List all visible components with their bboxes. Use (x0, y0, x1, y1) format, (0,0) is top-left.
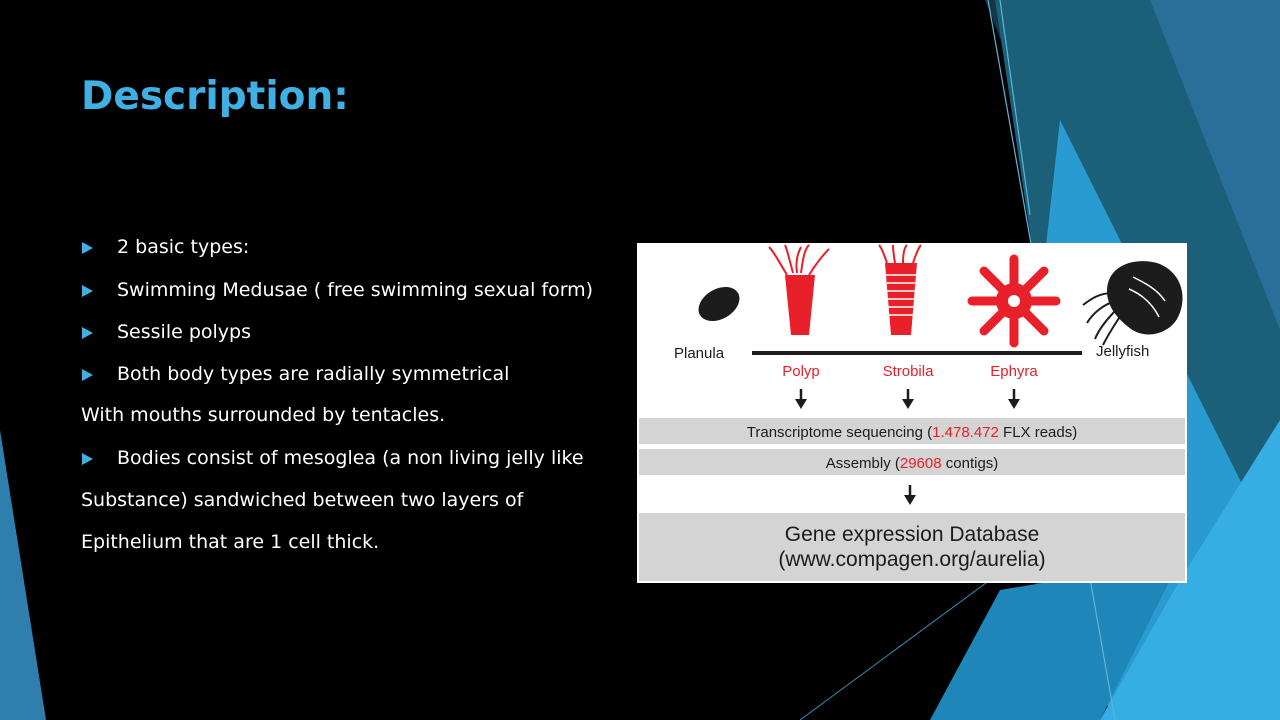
bullet-text: Swimming Medusae ( free swimming sexual form) (117, 279, 594, 301)
stage-label: Ephyra (990, 363, 1038, 380)
polyp-icon (769, 245, 829, 335)
bullet-arrow-icon (82, 242, 93, 254)
step1-text: Transcriptome sequencing (1.478.472 FLX reads) (746, 424, 1078, 441)
database-url: (www.compagen.org/aurelia) (778, 548, 1046, 571)
database-title: Gene expression Database (784, 523, 1040, 546)
bullet-text: Epithelium that are 1 cell thick. (81, 531, 380, 553)
jellyfish-label: Jellyfish (1096, 343, 1150, 360)
bullet-line (117, 236, 249, 258)
bullet-line (117, 363, 509, 385)
bullet-text: 2 basic types: (117, 236, 250, 258)
bullet-text: Both body types are radially symmetrical (117, 363, 510, 385)
arrow-icon (902, 389, 914, 409)
bullet-arrow-icon (82, 327, 93, 339)
bullet-line (81, 489, 523, 511)
bullet-arrow-icon (82, 453, 93, 465)
planula-label: Planula (674, 345, 725, 362)
arrow-icon (795, 389, 807, 409)
bullet-arrow-icon (82, 369, 93, 381)
down-arrows (795, 389, 1020, 505)
ephyra-icon (972, 259, 1056, 343)
arrow-icon (904, 485, 916, 505)
bullet-line (117, 279, 593, 301)
bullet-line (81, 404, 445, 426)
bullet-text: Sessile polyps (117, 321, 252, 343)
jellyfish-icon (1083, 261, 1183, 345)
bullet-text: Substance) sandwiched between two layers of (81, 489, 524, 511)
bullet-text: Bodies consist of mesoglea (a non living jelly like (117, 447, 584, 469)
strobila-icon (879, 245, 921, 335)
step2-text: Assembly (29608 contigs) (825, 455, 999, 472)
bullet-arrow-icon (82, 285, 93, 297)
jellyfish-lifecycle-figure (637, 243, 1187, 583)
stage-label: Polyp (782, 363, 820, 380)
stage-label: Strobila (882, 363, 934, 380)
bullet-line (117, 321, 251, 343)
bullet-line (81, 531, 379, 553)
arrow-icon (1008, 389, 1020, 409)
bullet-text: With mouths surrounded by tentacles. (81, 404, 446, 426)
slide-title: Description: (81, 74, 349, 119)
bullet-line (117, 447, 584, 469)
bg-panel-left (0, 430, 46, 720)
stage-labels (782, 363, 1038, 380)
planula-icon (692, 280, 745, 328)
